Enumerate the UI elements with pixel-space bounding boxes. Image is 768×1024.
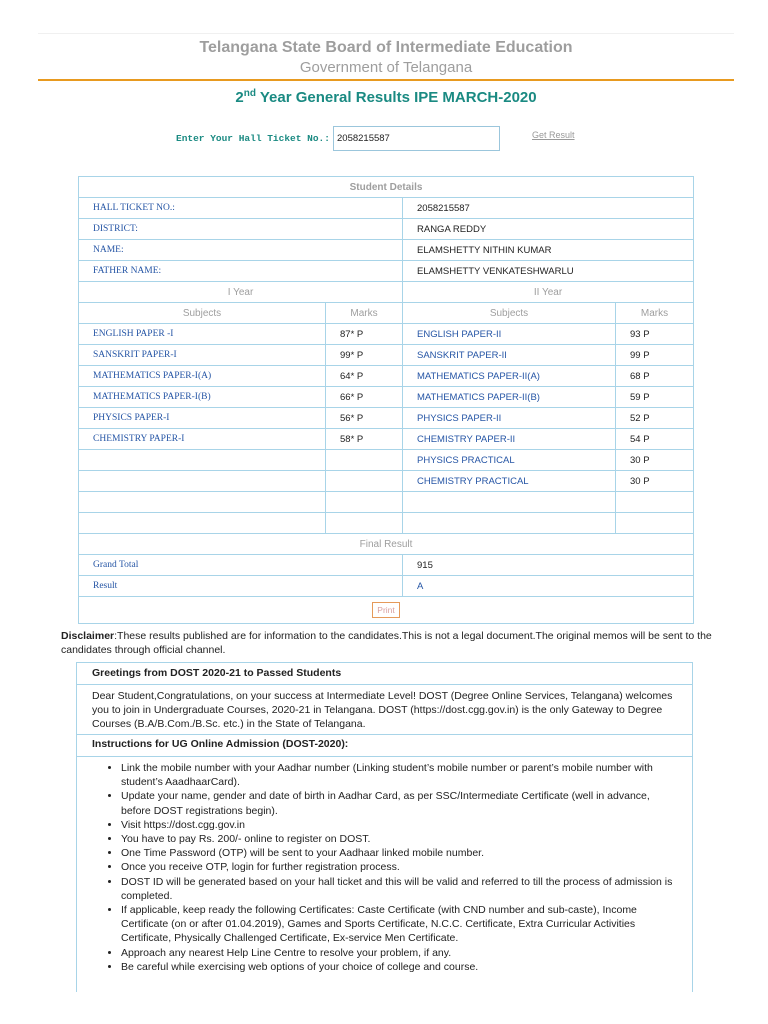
disclaimer-text: :These results published are for information to the candidates.This is not a legal document.The original memos will be sent to the candidates through official channel. — [61, 630, 712, 656]
year2-subject: PHYSICS PRACTICAL — [403, 450, 616, 471]
year2-marks: 54 P — [616, 429, 694, 450]
year2-marks: 99 P — [616, 345, 694, 366]
disclaimer-label: Disclaimer — [61, 630, 115, 642]
marks-row — [79, 324, 694, 345]
result-title — [38, 88, 734, 106]
dost-instructions-title: Instructions for UG Online Admission (DOST-2020): — [77, 735, 692, 757]
empty-cell — [79, 492, 326, 513]
board-title: Telangana State Board of Intermediate Education — [199, 39, 573, 56]
year2-marks: 52 P — [616, 408, 694, 429]
disclaimer — [61, 629, 721, 657]
year1-subject: CHEMISTRY PAPER-I — [79, 429, 326, 450]
instruction-item: • Update your name, gender and date of birth in Aadhar Card, as per SSC/Intermediate Certificate (well in advance, before DOST registrations begin). — [121, 789, 674, 817]
year1-subject: ENGLISH PAPER -I — [79, 324, 326, 345]
field-value: ELAMSHETTY NITHIN KUMAR — [403, 240, 694, 261]
instruction-item: • Visit https://dost.cgg.gov.in — [121, 818, 674, 832]
year2-subject: MATHEMATICS PAPER-II(B) — [403, 387, 616, 408]
marks-row — [79, 471, 694, 492]
field-value: ELAMSHETTY VENKATESHWARLU — [403, 261, 694, 282]
instruction-item: • One Time Password (OTP) will be sent to your Aadhaar linked mobile number. — [121, 846, 674, 860]
year2-marks: 68 P — [616, 366, 694, 387]
empty-cell — [326, 492, 403, 513]
grand-total-value: 915 — [403, 555, 694, 576]
year1-marks: 56* P — [326, 408, 403, 429]
year2-marks: 59 P — [616, 387, 694, 408]
empty-cell — [326, 513, 403, 534]
marks-row — [79, 387, 694, 408]
field-value: 2058215587 — [403, 198, 694, 219]
instruction-item: • Link the mobile number with your Aadhar number (Linking student’s mobile number or parent’s mobile number with student’s AaadhaarCard). — [121, 761, 674, 789]
year2-marks: 93 P — [616, 324, 694, 345]
empty-cell — [79, 471, 326, 492]
year1-subject: MATHEMATICS PAPER-I(A) — [79, 366, 326, 387]
marks-row — [79, 429, 694, 450]
year1-marks: 87* P — [326, 324, 403, 345]
student-row — [79, 219, 694, 240]
final-result-heading: Final Result — [79, 534, 694, 555]
field-value: RANGA REDDY — [403, 219, 694, 240]
government-subtitle: Government of Telangana — [299, 59, 473, 76]
year2-subject: ENGLISH PAPER-II — [403, 324, 616, 345]
year1-marks: 66* P — [326, 387, 403, 408]
print-cell — [79, 597, 694, 624]
hall-ticket-label: Enter Your Hall Ticket No.: — [176, 133, 330, 144]
year2-subject: MATHEMATICS PAPER-II(A) — [403, 366, 616, 387]
top-divider — [38, 33, 734, 34]
student-row — [79, 261, 694, 282]
year2-subject: PHYSICS PAPER-II — [403, 408, 616, 429]
year1-marks: 58* P — [326, 429, 403, 450]
field-label: DISTRICT: — [79, 219, 403, 240]
student-row — [79, 198, 694, 219]
year1-subject: PHYSICS PAPER-I — [79, 408, 326, 429]
student-details-heading: Student Details — [79, 177, 694, 198]
year2-subjects-header: Subjects — [403, 303, 616, 324]
marks-row — [79, 408, 694, 429]
field-label: HALL TICKET NO.: — [79, 198, 403, 219]
instruction-item: • If applicable, keep ready the following Certificates: Caste Certificate (with CND number and sub-caste), Income Certificate (on or after 01.04.2019), Games and Sports Certificate, N.C.C. Certificate, Extra Curricular Activities Certificate, Physically Challenged Certificate, Ex-service Men Certificate. — [121, 903, 674, 946]
empty-cell — [616, 492, 694, 513]
marks-row — [79, 450, 694, 471]
empty-cell — [79, 450, 326, 471]
print-button[interactable]: Print — [372, 602, 399, 618]
marks-row — [79, 345, 694, 366]
year1-marks-header: Marks — [326, 303, 403, 324]
field-label: FATHER NAME: — [79, 261, 403, 282]
result-value: A — [403, 576, 694, 597]
instruction-item: • Approach any nearest Help Line Centre to resolve your problem, if any. — [121, 946, 674, 960]
year1-subject: MATHEMATICS PAPER-I(B) — [79, 387, 326, 408]
year2-subject: CHEMISTRY PAPER-II — [403, 429, 616, 450]
get-result-button[interactable]: Get Result — [532, 130, 575, 140]
empty-cell — [616, 513, 694, 534]
year1-marks: 64* P — [326, 366, 403, 387]
field-label: NAME: — [79, 240, 403, 261]
result-title-sup: nd — [243, 88, 256, 99]
instruction-item: • Once you receive OTP, login for further registration process. — [121, 860, 674, 874]
header-divider — [38, 79, 734, 81]
empty-cell — [403, 492, 616, 513]
year2-marks-header: Marks — [616, 303, 694, 324]
year2-heading: II Year — [403, 282, 694, 303]
empty-cell — [79, 513, 326, 534]
marks-row-empty — [79, 513, 694, 534]
instruction-item: • Be careful while exercising web options of your choice of college and course. — [121, 960, 674, 974]
result-title-year: 2 — [235, 89, 244, 106]
hall-ticket-input[interactable] — [333, 126, 500, 151]
year2-subject: CHEMISTRY PRACTICAL — [403, 471, 616, 492]
student-row — [79, 240, 694, 261]
dost-panel — [76, 662, 693, 992]
year1-marks: 99* P — [326, 345, 403, 366]
empty-cell — [403, 513, 616, 534]
marks-row — [79, 366, 694, 387]
page-header — [38, 36, 734, 77]
dost-greeting-title: Greetings from DOST 2020-21 to Passed Students — [77, 663, 692, 685]
result-title-text: Year General Results IPE MARCH-2020 — [255, 89, 537, 106]
year2-marks: 30 P — [616, 471, 694, 492]
year1-heading: I Year — [79, 282, 403, 303]
year1-subject: SANSKRIT PAPER-I — [79, 345, 326, 366]
instruction-item: • DOST ID will be generated based on your hall ticket and this will be valid and referred to till the process of admission is completed. — [121, 875, 674, 903]
marks-row-empty — [79, 492, 694, 513]
year2-marks: 30 P — [616, 450, 694, 471]
empty-cell — [326, 471, 403, 492]
year1-subjects-header: Subjects — [79, 303, 326, 324]
result-label: Result — [79, 576, 403, 597]
year2-subject: SANSKRIT PAPER-II — [403, 345, 616, 366]
instructions-list — [77, 761, 692, 974]
dost-greeting-body: Dear Student,Congratulations, on your success at Intermediate Level! DOST (Degree Online Services, Telangana) welcomes you to join in Undergraduate Courses, 2020-21 in Telangana. DOST (https://dost.cgg.gov.in) is the only Gateway to Degree Courses (B.A/B.Com./B.Sc. etc.) in the State of Telangana. — [77, 685, 692, 735]
results-table — [78, 176, 694, 624]
grand-total-label: Grand Total — [79, 555, 403, 576]
empty-cell — [326, 450, 403, 471]
instruction-item: • You have to pay Rs. 200/- online to register on DOST. — [121, 832, 674, 846]
